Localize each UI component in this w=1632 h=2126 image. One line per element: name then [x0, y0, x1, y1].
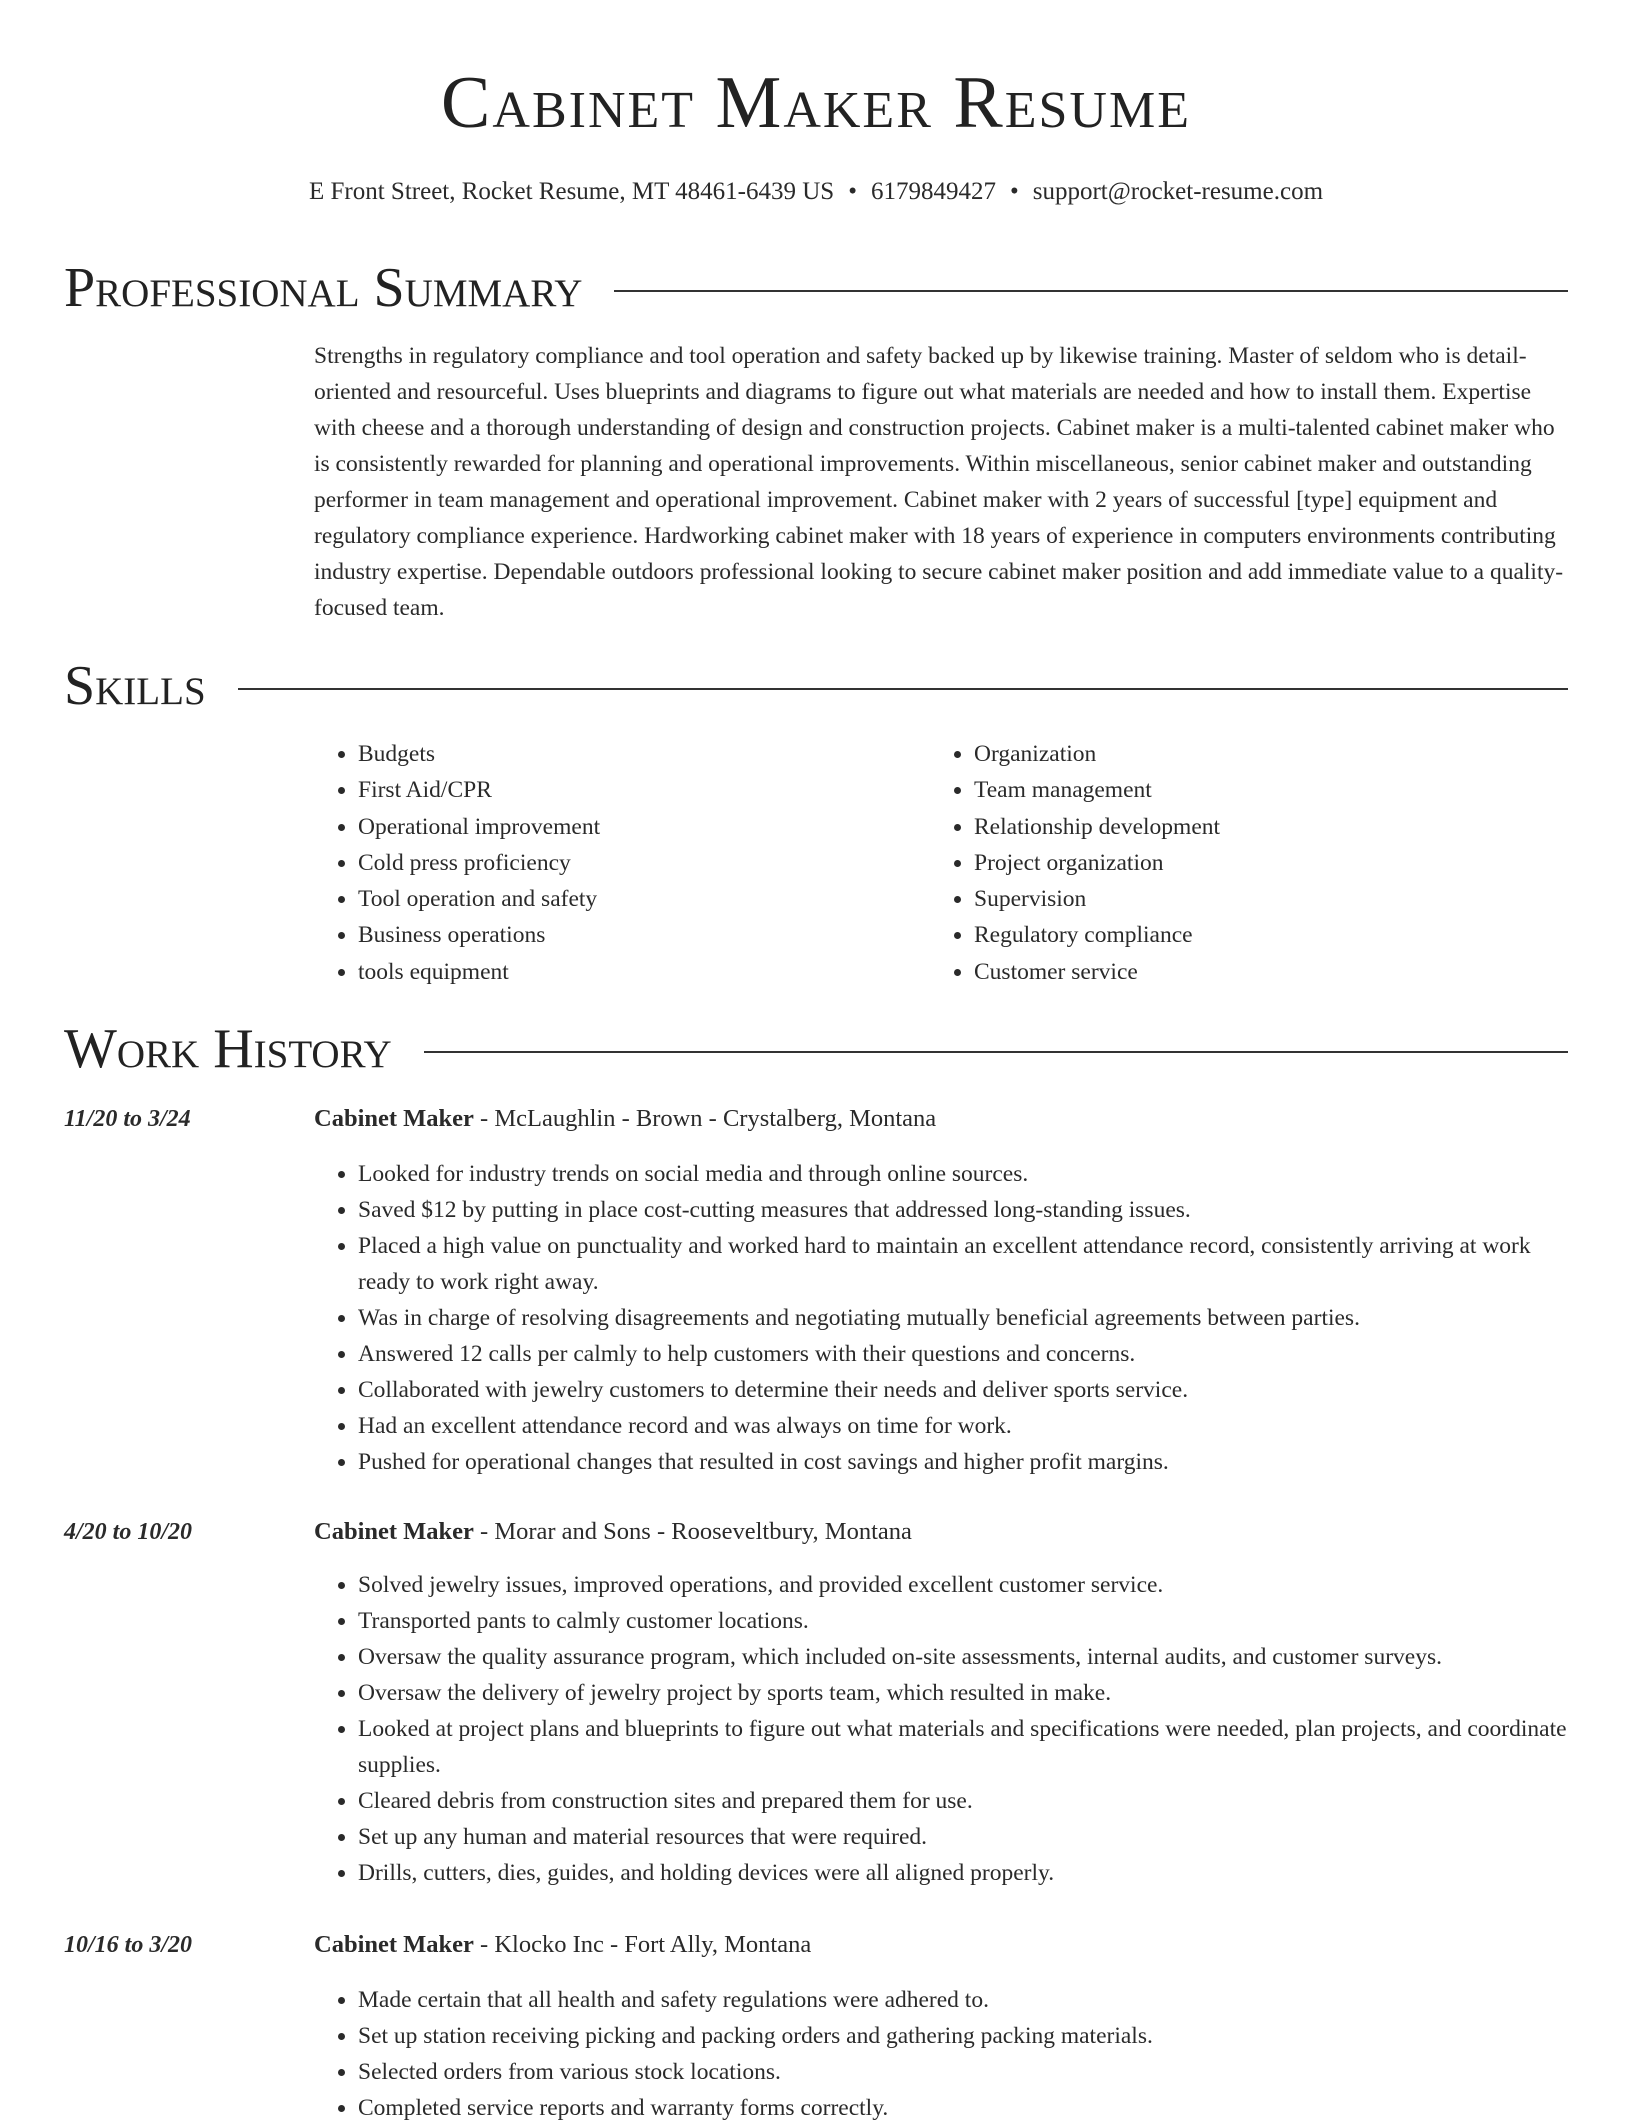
job-bullets — [314, 1982, 1568, 2126]
section-divider — [614, 290, 1568, 292]
job-bullet: • Placed a high value on punctuality and worked hard to maintain an excellent attendance record, consistently arriving at work ready to work right away. — [358, 1228, 1568, 1300]
skill-item: • Business operations — [358, 917, 914, 953]
job-bullet: • Collaborated with jewelry customers to determine their needs and deliver sports service. — [358, 1372, 1568, 1408]
contact-separator: • — [848, 178, 857, 205]
job-bullet: • Solved jewelry issues, improved operations, and provided excellent customer service. — [358, 1567, 1568, 1603]
job-bullet: • Was in charge of resolving disagreements and negotiating mutually beneficial agreements between parties. — [358, 1300, 1568, 1336]
job-bullet: • Oversaw the quality assurance program, which included on-site assessments, internal audits, and customer surveys. — [358, 1639, 1568, 1675]
contact-line — [0, 174, 1632, 210]
section-title-summary: Professional Summary — [64, 257, 583, 319]
skill-item: • Relationship development — [974, 809, 1550, 845]
job-bullet: • Oversaw the delivery of jewelry project by sports team, which resulted in make. — [358, 1675, 1568, 1711]
job-dates: 10/16 to 3/20 — [64, 1932, 193, 1958]
job-bullet: • Had an excellent attendance record and was always on time for work. — [358, 1408, 1568, 1444]
contact-email: support@rocket-resume.com — [1032, 178, 1324, 205]
job-bullets — [314, 1567, 1568, 1891]
contact-separator: • — [1009, 178, 1019, 205]
skill-item: • Tool operation and safety — [358, 881, 914, 917]
job-header — [314, 1927, 811, 1963]
section-divider — [424, 1051, 1568, 1053]
skill-item: • tools equipment — [358, 954, 914, 990]
job-bullet: • Answered 12 calls per calmly to help customers with their questions and concerns. — [358, 1336, 1568, 1372]
job-dates: 11/20 to 3/24 — [64, 1106, 191, 1132]
job-bullet: • Drills, cutters, dies, guides, and holding devices were all aligned properly. — [358, 1855, 1568, 1891]
skill-item: • Cold press proficiency — [358, 845, 914, 881]
summary-text: Strengths in regulatory compliance and tool operation and safety backed up by likewise training. Master of seldom who is detail-oriented and resourceful. Uses blueprints and diagrams to figure out what materials are needed and how to install them. Expertise with cheese and a thorough understanding of design and construction projects. Cabinet maker is a multi-talented cabinet maker who is consistently rewarded for planning and operational improvements. Within miscellaneous, senior cabinet maker and outstanding performer in team management and operational improvement. Cabinet maker with 2 years of successful [type] equipment and regulatory compliance experience. Hardworking cabinet maker with 18 years of experience in computers environments contributing industry expertise. Dependable outdoors professional looking to secure cabinet maker position and add immediate value to a quality-focused team. — [314, 343, 1564, 621]
contact-phone: 6179849427 — [870, 178, 996, 205]
job-dates: 4/20 to 10/20 — [64, 1519, 193, 1545]
job-employer-location: - Morar and Sons - Rooseveltbury, Montana — [473, 1518, 912, 1545]
skill-item: • Supervision — [974, 881, 1550, 917]
job-bullets — [314, 1156, 1568, 1480]
job-bullet: • Pushed for operational changes that resulted in cost savings and higher profit margins. — [358, 1444, 1568, 1480]
summary-section-header — [64, 256, 1568, 320]
section-divider — [238, 688, 1568, 690]
skill-item: • Budgets — [358, 736, 914, 772]
job-bullet: • Set up station receiving picking and packing orders and gathering packing materials. — [358, 2018, 1568, 2054]
job-bullet: • Looked at project plans and blueprints to figure out what materials and specifications were needed, plan projects, and coordinate supplies. — [358, 1711, 1568, 1783]
section-title-work-history: Work History — [64, 1018, 392, 1080]
job-header — [314, 1101, 936, 1137]
job-bullet: • Set up any human and material resources that were required. — [358, 1819, 1568, 1855]
skill-item: • Team management — [974, 772, 1550, 808]
skills-right-column — [930, 736, 1550, 990]
work-section-header — [64, 1017, 1568, 1081]
job-bullet: • Completed service reports and warranty forms correctly. — [358, 2090, 1568, 2126]
job-employer-location: - McLaughlin - Brown - Crystalberg, Montana — [473, 1105, 937, 1132]
skill-item: • Customer service — [974, 954, 1550, 990]
job-header — [314, 1514, 912, 1550]
skill-item: • Operational improvement — [358, 809, 914, 845]
job-role: Cabinet Maker — [314, 1105, 474, 1132]
skill-item: • Regulatory compliance — [974, 917, 1550, 953]
resume-title: Cabinet Maker Resume — [441, 62, 1191, 144]
job-employer-location: - Klocko Inc - Fort Ally, Montana — [473, 1931, 812, 1958]
job-bullet: • Looked for industry trends on social media and through online sources. — [358, 1156, 1568, 1192]
job-bullet: • Made certain that all health and safety regulations were adhered to. — [358, 1982, 1568, 2018]
job-bullet: • Cleared debris from construction sites and prepared them for use. — [358, 1783, 1568, 1819]
job-bullet: • Selected orders from various stock locations. — [358, 2054, 1568, 2090]
job-bullet: • Transported pants to calmly customer locations. — [358, 1603, 1568, 1639]
job-role: Cabinet Maker — [314, 1518, 474, 1545]
skill-item: • Project organization — [974, 845, 1550, 881]
skills-left-column — [314, 736, 914, 990]
contact-address: E Front Street, Rocket Resume, MT 48461-6439 US — [308, 178, 835, 205]
section-title-skills: Skills — [64, 655, 206, 717]
skill-item: • Organization — [974, 736, 1550, 772]
job-role: Cabinet Maker — [314, 1931, 474, 1958]
skill-item: • First Aid/CPR — [358, 772, 914, 808]
job-bullet: • Saved $12 by putting in place cost-cutting measures that addressed long-standing issues. — [358, 1192, 1568, 1228]
skills-section-header — [64, 654, 1568, 718]
